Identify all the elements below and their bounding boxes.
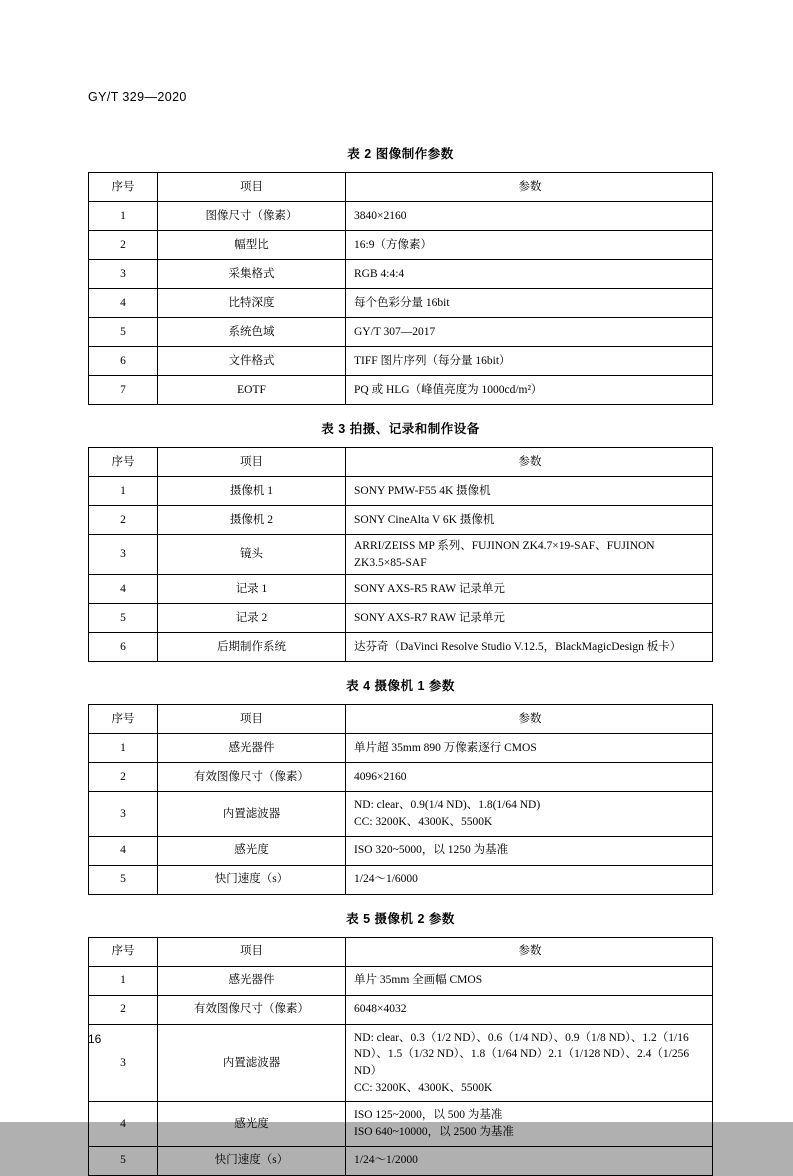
cell-item: 比特深度 xyxy=(158,289,346,318)
table-row xyxy=(89,633,713,662)
cell-item: 镜头 xyxy=(158,535,346,575)
page-number: 16 xyxy=(88,1032,102,1046)
table-row xyxy=(89,763,713,792)
cell-index: 3 xyxy=(89,260,158,289)
table-row xyxy=(89,604,713,633)
column-header-index: 序号 xyxy=(89,705,158,734)
cell-index: 1 xyxy=(89,966,158,995)
table-row xyxy=(89,231,713,260)
cell-item: 有效图像尺寸（像素） xyxy=(158,763,346,792)
cell-item: 内置滤波器 xyxy=(158,1024,346,1102)
cell-param: PQ 或 HLG（峰值亮度为 1000cd/m²） xyxy=(346,376,713,405)
cell-index: 6 xyxy=(89,633,158,662)
cell-item: 感光器件 xyxy=(158,734,346,763)
table-row xyxy=(89,535,713,575)
column-header-item: 项目 xyxy=(158,705,346,734)
cell-item: 图像尺寸（像素） xyxy=(158,202,346,231)
cell-index: 2 xyxy=(89,506,158,535)
table-row xyxy=(89,506,713,535)
table-row xyxy=(89,966,713,995)
cell-index: 5 xyxy=(89,318,158,347)
cell-param: ND: clear、0.9(1/4 ND)、1.8(1/64 ND) CC: 3200K、4300K、5500K xyxy=(346,792,713,836)
column-header-item: 项目 xyxy=(158,448,346,477)
cell-index: 4 xyxy=(89,836,158,865)
cell-param: SONY AXS-R7 RAW 记录单元 xyxy=(346,604,713,633)
column-header-index: 序号 xyxy=(89,448,158,477)
cell-param: 1/24～1/6000 xyxy=(346,865,713,894)
cell-item: 文件格式 xyxy=(158,347,346,376)
cell-param: ISO 125~2000，以 500 为基准 ISO 640~10000，以 2500 为基准 xyxy=(346,1102,713,1146)
table-block-3 xyxy=(88,419,713,662)
cell-item: 有效图像尺寸（像素） xyxy=(158,995,346,1024)
cell-param: 单片超 35mm 890 万像素逐行 CMOS xyxy=(346,734,713,763)
table-row xyxy=(89,347,713,376)
column-header-index: 序号 xyxy=(89,173,158,202)
table-row xyxy=(89,376,713,405)
cell-item: 快门速度（s） xyxy=(158,865,346,894)
cell-index: 6 xyxy=(89,347,158,376)
table-block-4 xyxy=(88,676,713,894)
table-caption: 表 5 摄像机 2 参数 xyxy=(346,911,455,926)
table-caption: 表 3 拍摄、记录和制作设备 xyxy=(321,422,480,436)
table-row xyxy=(89,1024,713,1102)
cell-index: 5 xyxy=(89,1146,158,1175)
table-row xyxy=(89,260,713,289)
column-header-index: 序号 xyxy=(89,937,158,966)
table-row xyxy=(89,836,713,865)
cell-index: 2 xyxy=(89,231,158,260)
cell-item: 记录 1 xyxy=(158,575,346,604)
cell-param: 单片 35mm 全画幅 CMOS xyxy=(346,966,713,995)
column-header-param: 参数 xyxy=(346,448,713,477)
table-row xyxy=(89,995,713,1024)
table-caption: 表 4 摄像机 1 参数 xyxy=(346,679,455,694)
column-header-item: 项目 xyxy=(158,937,346,966)
cell-param: 达芬奇（DaVinci Resolve Studio V.12.5，BlackMagicDesign 板卡） xyxy=(346,633,713,662)
cell-param: 16:9（方像素） xyxy=(346,231,713,260)
cell-param: SONY CineAlta V 6K 摄像机 xyxy=(346,506,713,535)
cell-item: EOTF xyxy=(158,376,346,405)
column-header-item: 项目 xyxy=(158,173,346,202)
cell-index: 4 xyxy=(89,1102,158,1146)
column-header-param: 参数 xyxy=(346,705,713,734)
data-table xyxy=(88,447,713,662)
cell-index: 7 xyxy=(89,376,158,405)
cell-param: 4096×2160 xyxy=(346,763,713,792)
cell-param: SONY AXS-R5 RAW 记录单元 xyxy=(346,575,713,604)
table-row xyxy=(89,318,713,347)
table-row xyxy=(89,477,713,506)
data-table xyxy=(88,937,713,1176)
cell-item: 摄像机 2 xyxy=(158,506,346,535)
table-row xyxy=(89,202,713,231)
cell-param: 1/24～1/2000 xyxy=(346,1146,713,1175)
table-row xyxy=(89,575,713,604)
cell-item: 采集格式 xyxy=(158,260,346,289)
cell-item: 内置滤波器 xyxy=(158,792,346,836)
table-row xyxy=(89,734,713,763)
table-header-row xyxy=(89,705,713,734)
cell-index: 3 xyxy=(89,792,158,836)
cell-index: 4 xyxy=(89,575,158,604)
cell-param: GY/T 307—2017 xyxy=(346,318,713,347)
table-row xyxy=(89,865,713,894)
table-block-5 xyxy=(88,909,713,1176)
standard-code-header: GY/T 329—2020 xyxy=(88,90,187,104)
cell-param: 6048×4032 xyxy=(346,995,713,1024)
cell-param: 3840×2160 xyxy=(346,202,713,231)
cell-item: 系统色域 xyxy=(158,318,346,347)
cell-index: 1 xyxy=(89,477,158,506)
cell-item: 摄像机 1 xyxy=(158,477,346,506)
cell-param: ARRI/ZEISS MP 系列、FUJINON ZK4.7×19-SAF、FUJINON ZK3.5×85-SAF xyxy=(346,535,713,575)
cell-item: 感光度 xyxy=(158,836,346,865)
table-caption: 表 2 图像制作参数 xyxy=(347,147,454,161)
table-header-row xyxy=(89,937,713,966)
cell-index: 2 xyxy=(89,763,158,792)
column-header-param: 参数 xyxy=(346,937,713,966)
cell-param: ISO 320~5000，以 1250 为基准 xyxy=(346,836,713,865)
data-table xyxy=(88,704,713,894)
table-header-row xyxy=(89,173,713,202)
cell-index: 5 xyxy=(89,604,158,633)
cell-param: SONY PMW-F55 4K 摄像机 xyxy=(346,477,713,506)
cell-index: 2 xyxy=(89,995,158,1024)
cell-param: 每个色彩分量 16bit xyxy=(346,289,713,318)
table-row xyxy=(89,1102,713,1146)
data-table xyxy=(88,172,713,405)
document-content xyxy=(88,130,713,1176)
table-header-row xyxy=(89,448,713,477)
cell-index: 1 xyxy=(89,202,158,231)
cell-index: 1 xyxy=(89,734,158,763)
cell-item: 后期制作系统 xyxy=(158,633,346,662)
table-row xyxy=(89,289,713,318)
cell-param: TIFF 图片序列（每分量 16bit） xyxy=(346,347,713,376)
cell-item: 记录 2 xyxy=(158,604,346,633)
table-row xyxy=(89,792,713,836)
cell-item: 快门速度（s） xyxy=(158,1146,346,1175)
cell-index: 4 xyxy=(89,289,158,318)
cell-item: 感光度 xyxy=(158,1102,346,1146)
cell-param: RGB 4:4:4 xyxy=(346,260,713,289)
table-block-2 xyxy=(88,144,713,405)
table-row xyxy=(89,1146,713,1175)
cell-index: 3 xyxy=(89,535,158,575)
column-header-param: 参数 xyxy=(346,173,713,202)
cell-index: 3 xyxy=(89,1024,158,1102)
cell-item: 感光器件 xyxy=(158,966,346,995)
cell-index: 5 xyxy=(89,865,158,894)
cell-param: ND: clear、0.3（1/2 ND）、0.6（1/4 ND）、0.9（1/8 ND）、1.2（1/16 ND）、1.5（1/32 ND）、1.8（1/64 ND）2.1（1/128 ND）、2.4（1/256 ND） CC: 3200K、4300K、5500K xyxy=(346,1024,713,1102)
cell-item: 幅型比 xyxy=(158,231,346,260)
